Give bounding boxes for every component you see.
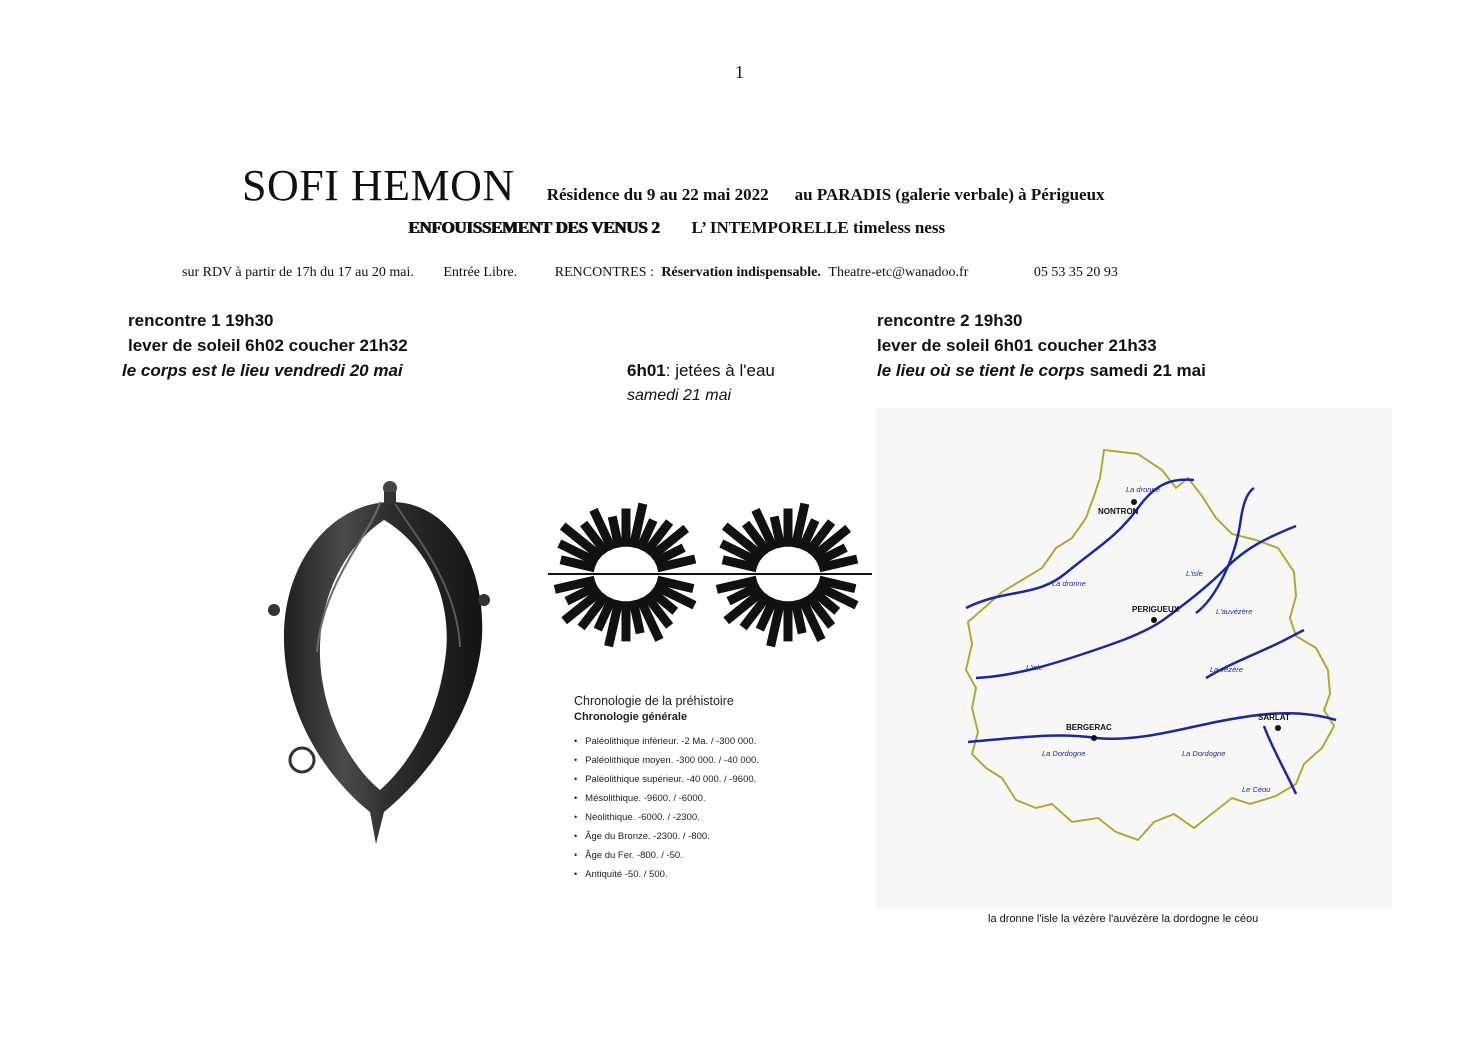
town-marker-bergerac — [1091, 735, 1097, 741]
town-label-nontron: NONTRON — [1098, 507, 1139, 516]
residence-dates: Résidence du 9 au 22 mai 2022 — [546, 185, 769, 204]
river-label: L'isle — [1186, 569, 1203, 578]
center-event-time: 6h01 — [627, 361, 666, 380]
rencontre-2-date: samedi 21 mai — [1084, 361, 1206, 380]
list-item: • Âge du Fer. -800. / -50. — [574, 846, 759, 865]
rencontre-2 — [877, 308, 1206, 383]
rencontre-1-title: rencontre 1 19h30 — [128, 311, 274, 330]
rdv-info: sur RDV à partir de 17h du 17 au 20 mai. — [182, 265, 414, 280]
chronology-title: Chronologie de la préhistoire — [574, 694, 734, 708]
dordogne-map-svg — [876, 408, 1392, 910]
list-item: • Âge du Bronze. -2300. / -800. — [574, 827, 759, 846]
exhibition-subtitle: L’ INTEMPORELLE timeless ness — [691, 218, 946, 237]
list-item: • Antiquité -50. / 500. — [574, 865, 759, 884]
list-item: • Paléolithique supérieur. -40 000. / -9600. — [574, 770, 759, 789]
river-label: La Dordogne — [1182, 749, 1226, 758]
center-event — [627, 358, 775, 408]
chronology-subtitle: Chronologie générale — [574, 711, 688, 723]
town-markers — [1091, 499, 1281, 741]
entry-info: Entrée Libre. — [443, 265, 518, 280]
chronology — [574, 694, 759, 884]
river-label: L'auvézère — [1216, 607, 1253, 616]
subtitle-line — [408, 218, 945, 238]
artist-name: SOFI HEMON — [242, 161, 515, 210]
rencontre-1-sun: lever de soleil 6h02 coucher 21h32 — [128, 336, 408, 355]
town-label-bergerac: BERGERAC — [1066, 723, 1112, 732]
rencontre-2-title: rencontre 2 19h30 — [877, 311, 1023, 330]
river-label: La dronne — [1126, 485, 1160, 494]
page-number: 1 — [735, 62, 744, 82]
exhibition-title: ENFOUISSEMENT DES VENUS 2 — [408, 218, 660, 237]
email-link[interactable]: Theatre-etc@wanadoo.fr — [828, 265, 969, 280]
town-marker-nontron — [1131, 499, 1137, 505]
list-item: • Paléolithique inférieur. -2 Ma. / -300 000. — [574, 732, 759, 751]
river-label: La vézère — [1210, 665, 1243, 674]
list-item: • Néolithique. -6000. / -2300. — [574, 808, 759, 827]
department-border — [966, 450, 1334, 840]
rencontres-label: RENCONTRES : — [554, 265, 654, 280]
venue: au PARADIS (galerie verbale) à Périgueux — [794, 185, 1105, 204]
river-label: La Dordogne — [1042, 749, 1086, 758]
rencontre-2-theme: le lieu où se tient le corps — [877, 361, 1085, 380]
reservation-info: Réservation indispensable. — [661, 265, 821, 280]
town-marker-perigueux — [1151, 617, 1157, 623]
center-event-date: samedi 21 mai — [627, 387, 732, 404]
center-event-text: : jetées à l'eau — [665, 361, 775, 380]
rencontre-2-sun: lever de soleil 6h01 coucher 21h33 — [877, 336, 1157, 355]
town-label-perigueux: PERIGUEUX — [1132, 605, 1180, 614]
phone-number: 05 53 35 20 93 — [1033, 265, 1118, 280]
town-label-sarlat: SARLAT — [1258, 713, 1290, 722]
dordogne-map — [876, 408, 1392, 910]
river-label: Le Céou — [1242, 785, 1271, 794]
rencontre-1-theme: le corps est le lieu vendredi 20 mai — [122, 361, 403, 380]
title-line — [242, 160, 1105, 211]
venus-figure — [548, 482, 872, 672]
town-marker-sarlat — [1275, 725, 1281, 731]
river-label: L'isle — [1026, 663, 1043, 672]
river-label: La dronne — [1052, 579, 1086, 588]
map-caption: la dronne l'isle la vézère l'auvézère la dordogne le céou — [988, 913, 1259, 925]
horse-collar-image — [262, 472, 494, 852]
list-item: • Mésolithique. -9600. / -6000. — [574, 789, 759, 808]
list-item: • Paléolithique moyen. -300 000. / -40 000. — [574, 751, 759, 770]
rivers — [966, 480, 1336, 794]
chronology-list — [574, 732, 759, 884]
rencontre-1 — [122, 308, 408, 383]
info-line — [182, 265, 1118, 281]
